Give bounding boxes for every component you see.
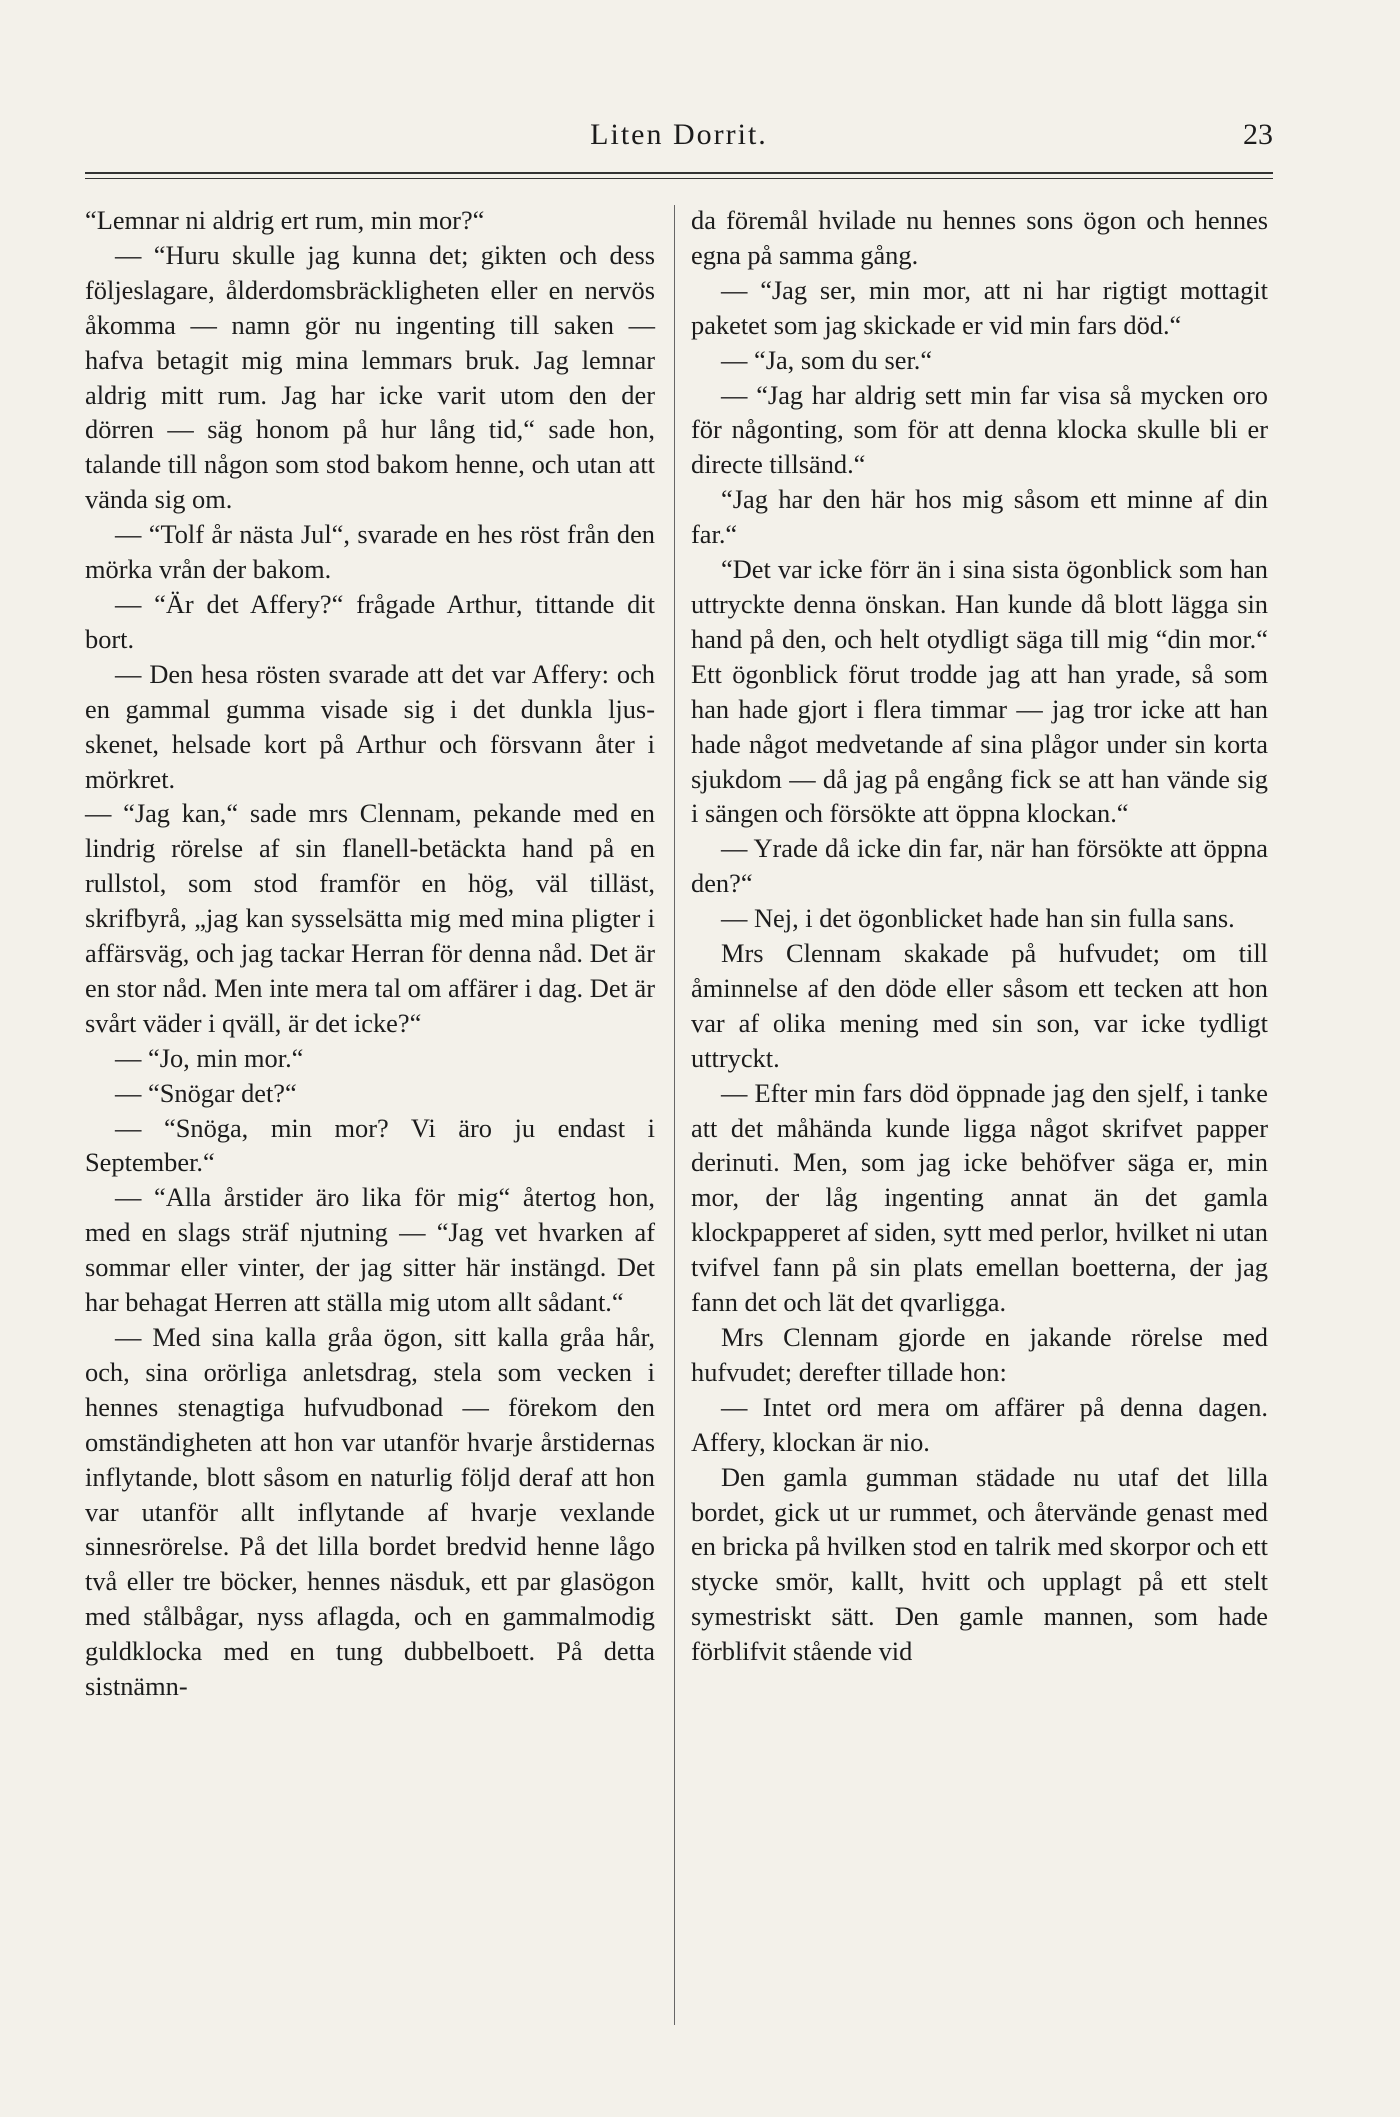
page-header [85, 118, 1273, 158]
paragraph: — “Tolf år nästa Jul“, svarade en hes röst från den mörka vrån der bakom. [85, 519, 655, 585]
paragraph: — Efter min fars död öppnade jag den sjelf, i tanke att det måhända kunde ligga något skrifvet papper derinuti. Men, som jag icke behöfver säga er, min mor, der låg ingenting annat än det gamla klockpapperet af siden, sytt med perlor, hvilket ni utan tvifvel fann på sin plats emellan boetterna, der jag fann det och lät det qvarligga. [691, 1077, 1268, 1318]
column-divider [674, 205, 675, 2025]
paragraph: — “Är det Affery?“ frågade Arthur, tittande dit bort. [85, 588, 655, 654]
paragraph: — Med sina kalla gråa ögon, sitt kalla gråa hår, och, sina orörliga anletsdrag, stela som vecken i hennes stenagtiga hufvudbonad — förekom den omständigheten att hon var utanför hvarje årstidernas inflytande, blott såsom en naturlig följd deraf att hon var utanför allt inflytande af hvarje vexlande sinnesrörelse. På det lilla bordet bredvid henne lågo två eller tre böcker, hennes näsduk, ett par glasögon med stålbågar, nyss aflagda, och en gammalmodig guldklocka med en tung dubbelboett. På detta sistnämn- [85, 1322, 655, 1702]
paragraph: “Det var icke förr än i sina sista ögonblick som han uttryckte denna önskan. Han kunde då blott lägga sin hand på den, och helt otydligt säga till mig “din mor.“ Ett ögonblick förut trodde jag att han yrade, så som han hade gjort i flera timmar — jag tror icke att han hade något medvetande af sina plågor under sin korta sjukdom — då jag på engång fick se att han vände sig i sängen och försökte att öppna klockan.“ [691, 554, 1268, 829]
header-rule [85, 172, 1273, 174]
paragraph: — “Jag kan,“ sade mrs Clennam, pekande med en lindrig rörelse af sin flanell-betäckta hand på en rullstol, som stod framför en hög, väl tilläst, skrifbyrå, „jag kan sysselsätta mig med mina pligter i affärsväg, och jag tackar Herran för denna nåd. Det är en stor nåd. Men inte mera tal om affärer i dag. Det är svårt väder i qväll, är det icke?“ [85, 798, 655, 1038]
paragraph: — “Alla årstider äro lika för mig“ återtog hon, med en slags sträf njutning — “Jag vet hvarken af sommar eller vinter, der jag sitter här instängd. Det har behagat Herren att ställa mig utom allt sådant.“ [85, 1182, 655, 1318]
paragraph: “Jag har den här hos mig såsom ett minne af din far.“ [691, 484, 1268, 550]
paragraph: — Nej, i det ögonblicket hade han sin fulla sans. [721, 903, 1235, 934]
paragraph: “Lemnar ni aldrig ert rum, min mor?“ [85, 205, 485, 235]
paragraph: — Yrade då icke din far, när han försökte att öppna den?“ [691, 833, 1268, 899]
paragraph: — “Snöga, min mor? Vi äro ju endast i September.“ [85, 1112, 655, 1178]
paragraph: Mrs Clennam skakade på hufvudet; om till åminnelse af den döde eller såsom ett tecken att hon var af olika mening med sin son, var icke tydligt uttryckt. [691, 938, 1268, 1073]
paragraph: Den gamla gumman städade nu utaf det lilla bordet, gick ut ur rummet, och återvände genast med en bricka på hvilken stod en talrik med skorpor och ett stycke smör, kallt, hvitt och upplagt på ett stelt symestriskt sätt. Den gamle mannen, som hade förblifvit stående vid [691, 1461, 1268, 1667]
paragraph: — “Ja, som du ser.“ [721, 344, 933, 375]
right-column [691, 203, 1268, 1669]
paragraph: — “Snögar det?“ [115, 1077, 297, 1108]
running-title: Liten Dorrit. [590, 118, 768, 151]
paragraph: — Intet ord mera om affärer på denna dagen. Affery, klockan är nio. [691, 1391, 1268, 1457]
paragraph: da föremål hvilade nu hennes sons ögon och hennes egna på samma gång. [691, 205, 1268, 270]
left-column [85, 203, 655, 1704]
paragraph: — “Huru skulle jag kunna det; gikten och dess följeslagare, ålderdomsbräckligheten eller en nervös åkomma — namn gör nu ingenting till saken — hafva betagit mig mina lemmars bruk. Jag lemnar aldrig mitt rum. Jag har icke varit utom den der dörren — säg honom på hur lång tid,“ sade hon, talande till någon som stod bakom henne, och utan att vända sig om. [85, 239, 655, 515]
header-rule-thin [85, 178, 1273, 179]
paragraph: Mrs Clennam gjorde en jakande rörelse med hufvudet; derefter tillade hon: [691, 1322, 1268, 1387]
paragraph: — “Jag ser, min mor, att ni har rigtigt mottagit paketet som jag skickade er vid min fars död.“ [691, 274, 1268, 340]
paragraph: — “Jo, min mor.“ [115, 1042, 304, 1073]
paragraph: — “Jag har aldrig sett min far visa så mycken oro för någonting, som för att denna klocka skulle bli er directe tillsänd.“ [691, 379, 1268, 480]
paragraph: — Den hesa rösten svarade att det var Affery: och en gammal gumma visade sig i det dunkla ljus-skenet, helsade kort på Arthur och försvann åter i mörkret. [85, 658, 655, 794]
page-number: 23 [1243, 118, 1273, 151]
